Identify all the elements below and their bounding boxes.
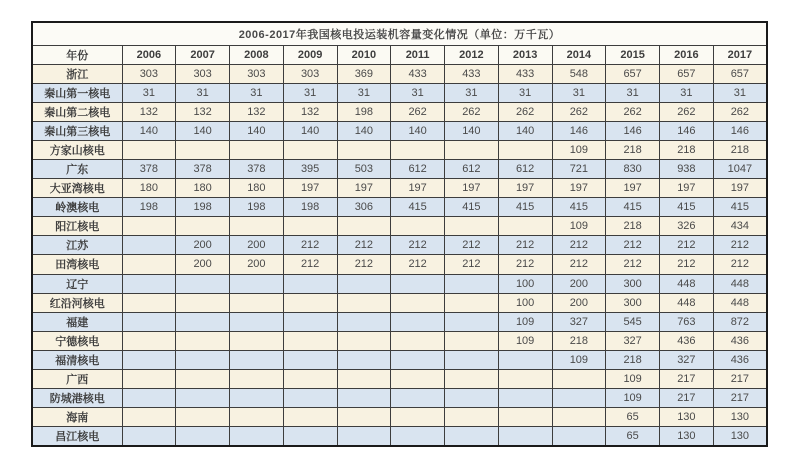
row-label: 岭澳核电 [32,198,122,217]
value-cell: 140 [337,121,391,140]
row-label: 浙江 [32,64,122,83]
value-cell [176,217,230,236]
value-cell [391,369,445,388]
value-cell [283,217,337,236]
table-row [32,217,767,236]
value-cell: 198 [176,198,230,217]
value-cell: 212 [552,236,606,255]
value-cell: 200 [176,255,230,274]
table-row [32,83,767,102]
value-cell: 433 [391,64,445,83]
value-cell [337,312,391,331]
value-cell: 369 [337,64,391,83]
value-cell: 31 [283,83,337,102]
table-row [32,160,767,179]
value-cell [391,293,445,312]
value-cell [122,217,176,236]
value-cell: 217 [660,369,714,388]
value-cell: 306 [337,198,391,217]
value-cell [445,293,499,312]
value-cell [122,408,176,427]
value-cell [391,331,445,350]
value-cell: 212 [606,255,660,274]
value-cell: 378 [230,160,284,179]
value-cell: 197 [283,179,337,198]
year-header: 2014 [552,45,606,64]
value-cell: 132 [176,102,230,121]
value-cell: 130 [713,427,767,446]
value-cell [122,389,176,408]
value-cell: 197 [337,179,391,198]
value-cell [445,369,499,388]
value-cell: 212 [713,236,767,255]
value-cell: 657 [606,64,660,83]
value-cell: 31 [230,83,284,102]
value-cell: 218 [552,331,606,350]
value-cell: 262 [498,102,552,121]
row-label: 宁德核电 [32,331,122,350]
value-cell: 200 [552,274,606,293]
table-row [32,140,767,159]
value-cell: 218 [713,140,767,159]
value-cell: 146 [552,121,606,140]
table-row [32,331,767,350]
row-label: 防城港核电 [32,389,122,408]
value-cell [498,350,552,369]
value-cell: 200 [230,255,284,274]
corner-label: 年份 [32,45,122,64]
value-cell [122,274,176,293]
value-cell: 31 [176,83,230,102]
value-cell [230,408,284,427]
value-cell [391,350,445,369]
row-label: 福清核电 [32,350,122,369]
row-label: 秦山第三核电 [32,121,122,140]
value-cell [283,274,337,293]
value-cell: 218 [606,140,660,159]
value-cell: 31 [713,83,767,102]
value-cell: 212 [391,255,445,274]
value-cell [230,217,284,236]
value-cell [498,217,552,236]
row-label: 阳江核电 [32,217,122,236]
value-cell [391,408,445,427]
value-cell [498,389,552,408]
table-row [32,179,767,198]
table-row [32,274,767,293]
value-cell [176,350,230,369]
value-cell: 109 [498,331,552,350]
value-cell [230,389,284,408]
value-cell [122,350,176,369]
table-row [32,293,767,312]
value-cell: 146 [713,121,767,140]
value-cell: 197 [391,179,445,198]
value-cell: 109 [498,312,552,331]
value-cell: 212 [337,236,391,255]
value-cell [176,312,230,331]
value-cell: 200 [552,293,606,312]
value-cell: 434 [713,217,767,236]
value-cell: 65 [606,427,660,446]
year-header: 2009 [283,45,337,64]
value-cell: 415 [498,198,552,217]
value-cell: 132 [230,102,284,121]
value-cell: 212 [445,255,499,274]
value-cell [445,389,499,408]
value-cell: 378 [176,160,230,179]
value-cell: 721 [552,160,606,179]
value-cell: 198 [337,102,391,121]
value-cell: 448 [660,293,714,312]
value-cell: 262 [713,102,767,121]
value-cell [445,427,499,446]
value-cell: 132 [283,102,337,121]
value-cell: 415 [445,198,499,217]
year-header: 2006 [122,45,176,64]
value-cell: 433 [445,64,499,83]
value-cell: 212 [606,236,660,255]
value-cell [337,389,391,408]
value-cell: 31 [391,83,445,102]
value-cell: 303 [122,64,176,83]
row-label: 广西 [32,369,122,388]
value-cell [498,369,552,388]
value-cell: 109 [552,350,606,369]
value-cell: 146 [660,121,714,140]
value-cell [283,140,337,159]
value-cell: 262 [606,102,660,121]
value-cell [283,389,337,408]
value-cell [445,312,499,331]
table-row [32,389,767,408]
value-cell [283,331,337,350]
value-cell: 140 [230,121,284,140]
value-cell: 212 [660,255,714,274]
year-header-row [32,45,767,64]
value-cell: 100 [498,293,552,312]
value-cell [283,312,337,331]
value-cell: 109 [552,140,606,159]
table-row [32,312,767,331]
table-row [32,236,767,255]
value-cell: 415 [552,198,606,217]
value-cell: 130 [660,408,714,427]
value-cell [391,312,445,331]
table-row [32,427,767,446]
table-row [32,350,767,369]
value-cell [176,369,230,388]
value-cell [391,140,445,159]
value-cell: 763 [660,312,714,331]
value-cell [552,369,606,388]
value-cell: 830 [606,160,660,179]
value-cell [122,293,176,312]
value-cell [445,408,499,427]
value-cell: 1047 [713,160,767,179]
year-header: 2012 [445,45,499,64]
value-cell: 415 [660,198,714,217]
value-cell: 31 [498,83,552,102]
value-cell: 212 [552,255,606,274]
value-cell [176,331,230,350]
value-cell: 217 [713,389,767,408]
value-cell [283,293,337,312]
value-cell [337,369,391,388]
value-cell [552,408,606,427]
value-cell [391,427,445,446]
value-cell [337,140,391,159]
value-cell: 448 [713,293,767,312]
value-cell [176,427,230,446]
value-cell: 212 [445,236,499,255]
value-cell: 212 [498,236,552,255]
table-row [32,102,767,121]
value-cell [122,255,176,274]
value-cell [230,350,284,369]
value-cell [176,140,230,159]
value-cell: 218 [660,140,714,159]
table-row [32,408,767,427]
value-cell [552,389,606,408]
value-cell: 327 [606,331,660,350]
value-cell [122,369,176,388]
row-label: 海南 [32,408,122,427]
value-cell: 300 [606,293,660,312]
value-cell [176,408,230,427]
value-cell [391,274,445,293]
year-header: 2015 [606,45,660,64]
value-cell: 218 [606,217,660,236]
year-header: 2017 [713,45,767,64]
value-cell [122,312,176,331]
value-cell: 198 [283,198,337,217]
value-cell: 545 [606,312,660,331]
value-cell: 327 [660,350,714,369]
value-cell: 326 [660,217,714,236]
value-cell: 31 [337,83,391,102]
value-cell: 436 [660,331,714,350]
value-cell: 548 [552,64,606,83]
value-cell: 197 [606,179,660,198]
value-cell [391,217,445,236]
value-cell: 200 [176,236,230,255]
year-header: 2016 [660,45,714,64]
value-cell [337,408,391,427]
value-cell: 197 [713,179,767,198]
value-cell: 262 [552,102,606,121]
value-cell: 198 [230,198,284,217]
value-cell [230,140,284,159]
value-cell: 872 [713,312,767,331]
value-cell [176,274,230,293]
value-cell: 657 [713,64,767,83]
row-label: 江苏 [32,236,122,255]
value-cell [445,274,499,293]
value-cell: 65 [606,408,660,427]
value-cell [337,350,391,369]
value-cell: 303 [283,64,337,83]
year-header: 2008 [230,45,284,64]
value-cell [445,140,499,159]
value-cell: 212 [283,236,337,255]
row-label: 田湾核电 [32,255,122,274]
value-cell [337,293,391,312]
value-cell: 31 [552,83,606,102]
value-cell [122,236,176,255]
value-cell [391,389,445,408]
value-cell: 327 [552,312,606,331]
year-header: 2010 [337,45,391,64]
value-cell: 212 [660,236,714,255]
value-cell: 140 [176,121,230,140]
value-cell: 140 [283,121,337,140]
table-title: 2006-2017年我国核电投运装机容量变化情况（单位：万千瓦） [32,22,767,45]
value-cell: 180 [122,179,176,198]
value-cell: 180 [176,179,230,198]
value-cell [498,427,552,446]
value-cell: 218 [606,350,660,369]
value-cell: 212 [337,255,391,274]
value-cell: 100 [498,274,552,293]
value-cell: 109 [606,369,660,388]
value-cell [230,293,284,312]
row-label: 秦山第二核电 [32,102,122,121]
value-cell: 612 [498,160,552,179]
value-cell [337,217,391,236]
value-cell [230,427,284,446]
value-cell: 31 [122,83,176,102]
value-cell: 300 [606,274,660,293]
value-cell [498,408,552,427]
row-label: 大亚湾核电 [32,179,122,198]
value-cell: 109 [552,217,606,236]
value-cell: 109 [606,389,660,408]
year-header: 2007 [176,45,230,64]
value-cell [445,350,499,369]
value-cell [122,331,176,350]
value-cell [337,274,391,293]
value-cell [230,274,284,293]
value-cell [283,350,337,369]
value-cell: 612 [391,160,445,179]
value-cell: 262 [660,102,714,121]
value-cell: 130 [713,408,767,427]
row-label: 红沿河核电 [32,293,122,312]
value-cell: 31 [606,83,660,102]
row-label: 秦山第一核电 [32,83,122,102]
value-cell [498,140,552,159]
value-cell [230,369,284,388]
row-label: 福建 [32,312,122,331]
value-cell: 212 [713,255,767,274]
value-cell: 436 [713,331,767,350]
value-cell: 415 [606,198,660,217]
value-cell: 217 [660,389,714,408]
value-cell [445,217,499,236]
value-cell: 180 [230,179,284,198]
value-cell: 217 [713,369,767,388]
value-cell: 140 [391,121,445,140]
value-cell: 140 [122,121,176,140]
value-cell: 212 [283,255,337,274]
value-cell: 303 [176,64,230,83]
value-cell: 433 [498,64,552,83]
value-cell: 198 [122,198,176,217]
value-cell [283,408,337,427]
value-cell: 31 [660,83,714,102]
value-cell: 212 [498,255,552,274]
value-cell: 612 [445,160,499,179]
value-cell: 130 [660,427,714,446]
row-label: 辽宁 [32,274,122,293]
value-cell: 200 [230,236,284,255]
value-cell: 395 [283,160,337,179]
year-header: 2011 [391,45,445,64]
capacity-table [31,21,768,447]
value-cell: 140 [445,121,499,140]
value-cell [230,312,284,331]
value-cell: 303 [230,64,284,83]
table-row [32,64,767,83]
row-label: 方家山核电 [32,140,122,159]
value-cell [337,331,391,350]
value-cell: 212 [391,236,445,255]
value-cell [552,427,606,446]
value-cell: 378 [122,160,176,179]
value-cell: 415 [713,198,767,217]
table-row [32,255,767,274]
value-cell: 262 [391,102,445,121]
row-label: 昌江核电 [32,427,122,446]
table-row [32,121,767,140]
value-cell: 448 [713,274,767,293]
table-row [32,198,767,217]
value-cell [337,427,391,446]
capacity-table-body [32,22,767,446]
value-cell: 197 [552,179,606,198]
value-cell [230,331,284,350]
value-cell: 657 [660,64,714,83]
value-cell: 415 [391,198,445,217]
value-cell: 132 [122,102,176,121]
value-cell: 140 [498,121,552,140]
year-header: 2013 [498,45,552,64]
value-cell: 436 [713,350,767,369]
value-cell: 197 [445,179,499,198]
table-row [32,369,767,388]
value-cell: 938 [660,160,714,179]
value-cell [122,140,176,159]
value-cell [445,331,499,350]
value-cell: 31 [445,83,499,102]
value-cell [283,427,337,446]
value-cell: 197 [498,179,552,198]
value-cell [122,427,176,446]
title-row [32,22,767,45]
value-cell: 197 [660,179,714,198]
row-label: 广东 [32,160,122,179]
value-cell: 503 [337,160,391,179]
value-cell: 448 [660,274,714,293]
value-cell: 262 [445,102,499,121]
value-cell [176,389,230,408]
value-cell [283,369,337,388]
value-cell [176,293,230,312]
value-cell: 146 [606,121,660,140]
